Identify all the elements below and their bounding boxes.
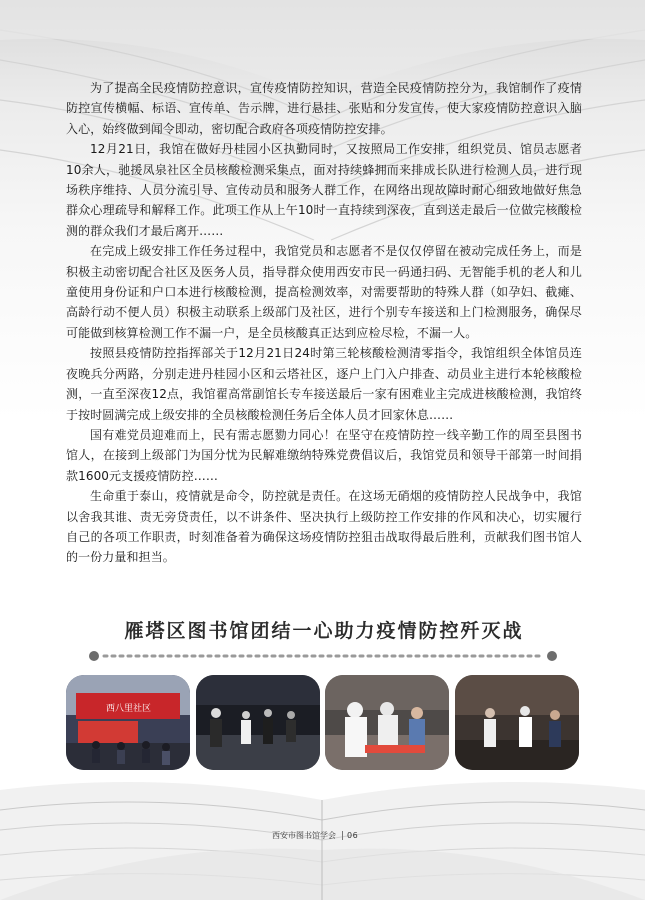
article-body (66, 78, 582, 568)
paragraph-4: 按照县疫情防控指挥部关于12月21日24时第三轮核酸检测清零指令，我馆组织全体馆员连夜晚兵分两路，分别走进丹桂园小区和云塔社区，逐户上门入户排查、动员业主进行本轮核酸检测，一直至深夜12点，我馆翟高常副馆长专车接送最后一家有困难业主完成进核酸检测，我馆终于按时圆满完成上级安排的全员核酸检测任务后全体人员才回家休息…… (66, 346, 582, 422)
dotted-divider (88, 650, 558, 662)
paragraph-3: 在完成上级安排工作任务过程中，我馆党员和志愿者不是仅仅停留在被动完成任务上，而是积极主动密切配合社区及医务人员，指导群众使用西安市民一码通扫码、无智能手机的老人和儿童使用身份证和户口本进行核酸检测，提高检测效率，对需要帮助的特殊人群（如孕妇、截瘫、高龄行动不便人员）积极主动联系上级部门及社区，进行个别专车接送和上门检测服务，确保尽可能做到核算检测工作不漏一户，是全员核酸真正达到应检尽检，不漏一人。 (66, 244, 582, 340)
photo-medical-staff (325, 675, 449, 770)
photo-community-testing-site (66, 675, 190, 770)
paragraph-1: 为了提高全民疫情防控意识，宣传疫情防控知识，营造全民疫情防控分为，我馆制作了疫情防控宣传横幅、标语、宣传单、告示牌，进行悬挂、张贴和分发宣传，使大家疫情防控意识入脑入心，始终做到闻令即动，密切配合政府各项疫情防控安排。 (66, 81, 582, 136)
photo-night-queue (196, 675, 320, 770)
photo-indoor-checkpoint (455, 675, 579, 770)
photo-strip (66, 675, 579, 770)
page-footer (272, 828, 358, 843)
paragraph-5: 国有难党员迎难而上，民有需志愿勠力同心！在坚守在疫情防控一线辛勤工作的周至县图书馆人，在接到上级部门为国分忧为民解难缴纳特殊党费倡议后，我馆党员和领导干部第一时间捐款1600元支援疫情防控…… (66, 427, 582, 483)
paragraph-6: 生命重于泰山，疫情就是命令，防控就是责任。在这场无硝烟的疫情防控人民战争中，我馆以舍我其谁、责无旁贷责任，以不讲条件、坚决执行上级防控工作安排的作风和决心，切实履行自己的各项工作职责，时刻准备着为确保这场疫情防控狙击战取得最后胜利，贡献我们图书馆人的一份力量和担当。 (66, 489, 582, 565)
photo-sign-text: 西八里社区 (106, 704, 152, 714)
paragraph-2: 12月21日，我馆在做好丹桂园小区执勤同时，又按照局工作安排，组织党员、馆员志愿者10余人，驰援凤泉社区全员核酸检测采集点，面对持续蜂拥而来排成长队进行检测人员，进行现场秩序维持、人员分流引导、宣传动员和服务人群工作，在网络出现故障时耐心细致地做好焦急群众心理疏导和解释工作。此项工作从上午10时一直持续到深夜，直到送走最后一位做完核酸检测的群众我们才最后离开…… (66, 142, 582, 238)
section-headline: 雁塔区图书馆团结一心助力疫情防控歼灭战 (124, 620, 524, 642)
publication-name: 西安市图书馆学会 (272, 831, 336, 840)
page-number: 06 (342, 831, 358, 840)
